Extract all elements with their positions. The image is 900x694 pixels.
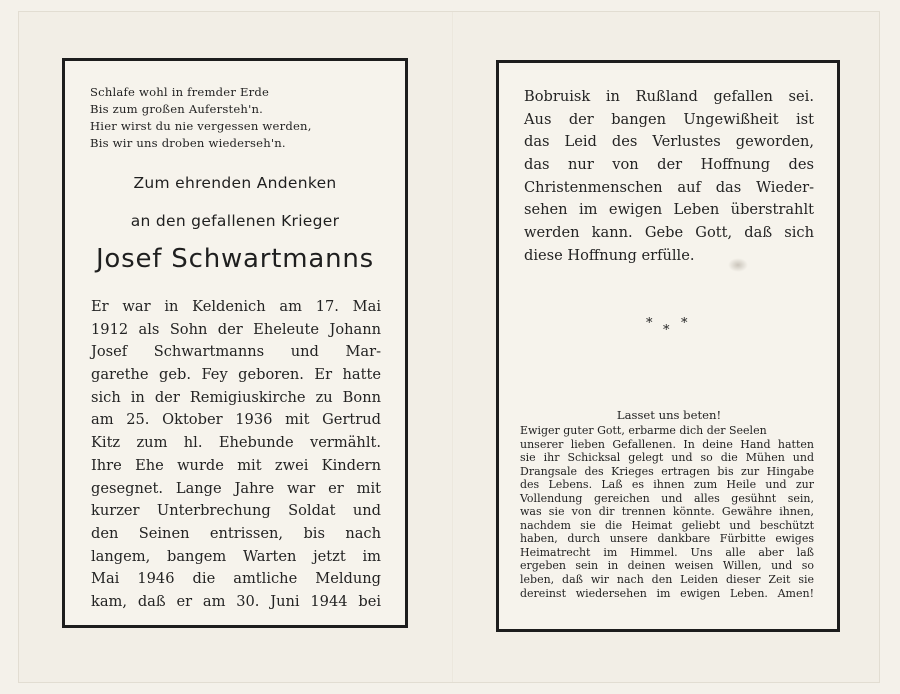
biography-line: gesegnet. Lange Jahre war er mit xyxy=(91,479,381,497)
poem-line: Bis zum großen Aufersteh'n. xyxy=(90,102,264,116)
prayer-line: haben, durch unsere dankbare Fürbitte ewiges xyxy=(520,532,814,546)
prayer-line: Heimatrecht im Himmel. Uns alle aber laß xyxy=(520,545,814,559)
continuation-line: Christenmenschen auf das Wieder- xyxy=(524,178,814,196)
continuation-line: werden kann. Gebe Gott, daß sich xyxy=(524,224,814,242)
biography-continuation xyxy=(524,86,814,268)
biography-line: Ihre Ehe wurde mit zwei Kindern xyxy=(91,456,381,474)
continuation-line: das nur von der Hoffnung des xyxy=(524,156,814,174)
continuation-line: sehen im ewigen Leben überstrahlt xyxy=(524,201,814,219)
biography-line: Kitz zum hl. Ehebunde vermählt. xyxy=(91,434,381,452)
biography-line: Josef Schwartmanns und Mar- xyxy=(91,343,381,361)
biography-line: langem, bangem Warten jetzt im xyxy=(91,547,381,565)
biography-line: am 25. Oktober 1936 mit Gertrud xyxy=(91,411,381,429)
prayer-line: Vollendung gereichen und alles gesühnt sein, xyxy=(520,491,814,505)
biography-line: kam, daß er am 30. Juni 1944 bei xyxy=(91,592,381,610)
star-divider xyxy=(640,314,700,338)
prayer-line: dereinst wiedersehen im ewigen Leben. Amen! xyxy=(520,586,814,600)
intro-line-2: an den gefallenen Krieger xyxy=(130,212,340,230)
poem-line: Schlafe wohl in fremder Erde xyxy=(90,85,270,99)
prayer-line: des Lebens. Laß es ihnen zum Heile und zur xyxy=(520,478,814,492)
prayer-line: leben, daß wir nach den Leiden dieser Zeit sie xyxy=(520,573,814,587)
biography-line: garethe geb. Fey geboren. Er hatte xyxy=(91,366,381,384)
continuation-line: das Leid des Verlustes geworden, xyxy=(524,133,814,151)
star-glyph: * xyxy=(681,316,688,331)
continuation-line: Aus der bangen Ungewißheit ist xyxy=(524,110,814,128)
prayer-line: nachdem sie die Heimat geliebt und beschützt xyxy=(520,518,814,532)
biography-line: den Seinen entrissen, bis nach xyxy=(91,524,381,542)
ink-smudge xyxy=(728,258,748,272)
prayer-line: unserer lieben Gefallenen. In deine Hand hatten xyxy=(520,437,814,451)
continuation-line: diese Hoffnung erfülle. xyxy=(524,246,695,264)
poem xyxy=(90,84,390,152)
biography xyxy=(91,296,381,614)
biography-line: Mai 1946 die amtliche Meldung xyxy=(91,570,381,588)
biography-line: kurzer Unterbrechung Soldat und xyxy=(91,502,381,520)
card-fold xyxy=(452,12,454,682)
prayer-line: ergeben sein in deinen weisen Willen, und so xyxy=(520,559,814,573)
prayer-line: was sie von dir trennen könnte. Gewähre ihnen, xyxy=(520,505,814,519)
deceased-name: Josef Schwartmanns xyxy=(95,244,375,274)
biography-line: Er war in Keldenich am 17. Mai xyxy=(91,298,381,315)
star-glyph: * xyxy=(663,323,670,338)
star-glyph: * xyxy=(646,316,653,331)
biography-line: sich in der Remigiuskirche zu Bonn xyxy=(91,388,381,406)
prayer-line: Ewiger guter Gott, erbarme dich der Seelen xyxy=(520,424,767,437)
continuation-line: Bobruisk in Rußland gefallen sei. xyxy=(524,88,814,105)
poem-line: Hier wirst du nie vergessen werden, xyxy=(90,119,312,133)
prayer-line: sie ihr Schicksal gelegt und so die Mühen und xyxy=(520,451,814,465)
intro-line-1: Zum ehrenden Andenken xyxy=(133,174,337,192)
prayer-heading: Lasset uns beten! xyxy=(616,408,722,422)
prayer-line: Drangsale des Krieges ertragen bis zur Hingabe xyxy=(520,464,814,478)
prayer-text xyxy=(520,424,814,600)
biography-line: 1912 als Sohn der Eheleute Johann xyxy=(91,320,381,338)
poem-line: Bis wir uns droben wiederseh'n. xyxy=(90,136,286,150)
